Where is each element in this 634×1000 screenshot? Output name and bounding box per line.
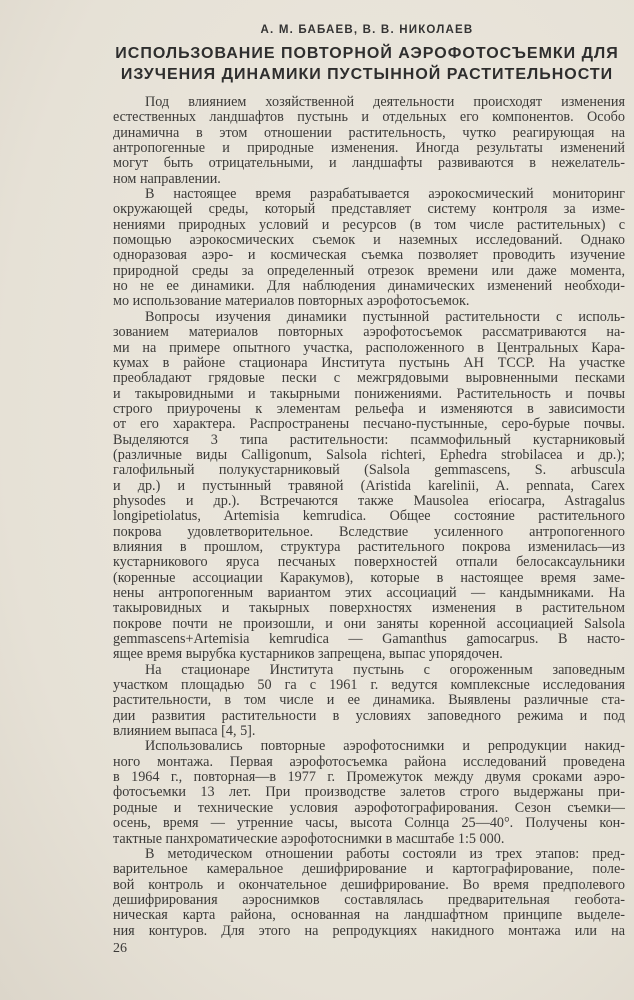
text-line: влияния в прошлом, структура растительного покрова изменилась—из	[113, 538, 625, 555]
text-line: ного монтажа. Первая аэрофотосъемка района исследований проведена	[113, 753, 625, 770]
paragraph	[113, 95, 625, 187]
text-line: такыровидных и такырных поверхностях изменения в растительном	[113, 600, 625, 617]
text-line: нениями природных условий и ресурсов (в том числе растительных) с	[113, 216, 625, 233]
text-line: (различные виды Calligonum, Salsola richteri, Ephedra strobilacea и др.);	[113, 446, 625, 463]
paragraph	[113, 739, 625, 846]
text-line: варительное камеральное дешифрирование и картографирование, поле-	[113, 861, 625, 878]
text-line: помощью аэрокосмических съемок и наземных исследований. Однако	[113, 232, 625, 249]
text-line: но не ее динамики. Для наблюдения динамических изменений необходи-	[113, 278, 625, 295]
text-line: В методическом отношении работы состояли из трех этапов: пред-	[145, 845, 625, 862]
text-line: Под влиянием хозяйственной деятельности происходят изменения	[145, 94, 625, 110]
text-line: longipetiolatus, Artemisia kemrudica. Общее состояние растительного	[113, 508, 625, 525]
text-line: дешифрирования аэроснимков составлялась предварительная геобота-	[113, 891, 625, 908]
text-line: покрова удовлетворительное. Вследствие усиленного антропогенного	[113, 523, 625, 540]
text-line: могут быть отрицательными, и ландшафты развиваются в нежелатель-	[113, 155, 625, 172]
text-line: тактные панхроматические аэрофотоснимки в масштабе 1:5 000.	[113, 830, 505, 847]
text-line: от его характера. Распространены песчано-пустынные, серо-бурые почвы.	[113, 416, 625, 433]
text-line: Выделяются 3 типа растительности: псаммофильный кустарниковый	[113, 431, 625, 448]
paragraph	[113, 663, 625, 740]
text-line: Использовались повторные аэрофотоснимки и репродукции накид-	[145, 738, 625, 755]
text-line: родные и технические условия аэрофотографирования. Сезон съемки—	[113, 799, 625, 816]
article-title	[100, 43, 634, 85]
text-line: влиянием выпаса [4, 5].	[113, 723, 256, 740]
text-line: (коренные ассоциации Каракумов), которые в настоящее время заме-	[113, 569, 625, 586]
text-line: и такыровидными и такырными понижениями. Растительность и почвы	[113, 385, 625, 402]
text-line: Вопросы изучения динамики пустынной растительности с исполь-	[145, 308, 625, 325]
text-line: ящее время вырубка кустарников запрещена, выпас упорядочен.	[113, 646, 503, 663]
text-line: галофильный полукустарниковый (Salsola gemmascens, S. arbuscula	[113, 462, 625, 479]
text-line: участком площадью 50 га с 1961 г. ведутся комплексные исследования	[113, 677, 625, 694]
text-line: кумах в районе стационара Института пустынь АН ТССР. На участке	[113, 354, 625, 371]
text-line: мо использование материалов повторных аэрофотосъемок.	[113, 293, 470, 310]
text-line: В настоящее время разрабатывается аэрокосмический мониторинг	[145, 186, 625, 203]
text-line: ния контуров. Для этого на репродукциях накидного монтажа или на	[113, 922, 625, 939]
title-line: ИСПОЛЬЗОВАНИЕ ПОВТОРНОЙ АЭРОФОТОСЪЕМКИ ДЛЯ	[115, 45, 619, 62]
text-line: ном направлении.	[113, 170, 221, 187]
text-line: одноразовая аэро- и космическая съемка позволяет проводить изучение	[113, 247, 625, 264]
text-line: зованием материалов повторных аэрофотосъемок рассматриваются на-	[113, 324, 625, 341]
paragraph	[113, 847, 625, 939]
text-line: строго приурочены к элементам рельефа и изменяются в зависимости	[113, 400, 625, 417]
text-line: преобладают грядовые пески с межгрядовыми выровненными песками	[113, 370, 625, 387]
paragraph	[113, 187, 625, 310]
text-line: ническая карта района, основанная на ландшафтном принципе выделе-	[113, 907, 625, 924]
text-line: динамична в этом отношении растительность, чутко реагирующая на	[113, 124, 625, 141]
text-line: gemmascens+Artemisia kemrudica — Gamanthus gamocarpus. В насто-	[113, 631, 625, 648]
text-line: естественных ландшафтов пустынь и отдельных его компонентов. Особо	[113, 109, 625, 126]
text-line: вой контроль и окончательное дешифрирование. Во время предполевого	[113, 876, 625, 893]
text-line: окружающей среды, который представляет систему контроля за изме-	[113, 201, 625, 218]
paragraph	[113, 310, 625, 663]
text-line: кустарникового яруса песчаных поверхностей отпали белосаксаульники	[113, 554, 625, 571]
text-line: растительности, в том числе и ее динамика. Выявлены различные ста-	[113, 692, 625, 709]
text-line: в 1964 г., повторная—в 1977 г. Промежуток между двумя сроками аэро-	[113, 769, 625, 786]
text-line: ми на примере опытного участка, расположенного в Центральных Кара-	[113, 339, 625, 356]
article-authors: А. М. БАБАЕВ, В. В. НИКОЛАЕВ	[260, 24, 474, 36]
text-line: physodes и др.). Встречаются также Mausolea eriocarpa, Astragalus	[113, 492, 625, 509]
text-line: и др.) и пустынный травяной (Aristida karelinii, A. pennata, Carex	[113, 477, 625, 494]
text-line: осень, время — утренние часы, высота Солнца 25—40°. Получены кон-	[113, 815, 625, 832]
text-line: антропогенные и природные изменения. Иногда результаты изменений	[113, 140, 625, 157]
text-line: фотосъемки 13 лет. При производстве залетов строго выдержаны при-	[113, 784, 625, 801]
page-number: 26	[113, 941, 127, 956]
text-line: покрове почти не произошли, и они заняты коренной ассоциацией Salsola	[113, 615, 625, 632]
article-body	[113, 95, 625, 939]
text-line: нены антропогенным вариантом этих ассоциаций — кандымниками. На	[113, 585, 625, 601]
text-line: дии развития растительности в условиях заповедного режима и под	[113, 707, 625, 724]
text-line: природной среды за определенный отрезок времени или даже момента,	[113, 262, 625, 279]
text-line: На стационаре Института пустынь с огороженным заповедным	[145, 661, 625, 678]
title-line: ИЗУЧЕНИЯ ДИНАМИКИ ПУСТЫННОЙ РАСТИТЕЛЬНОСТИ	[120, 66, 614, 83]
